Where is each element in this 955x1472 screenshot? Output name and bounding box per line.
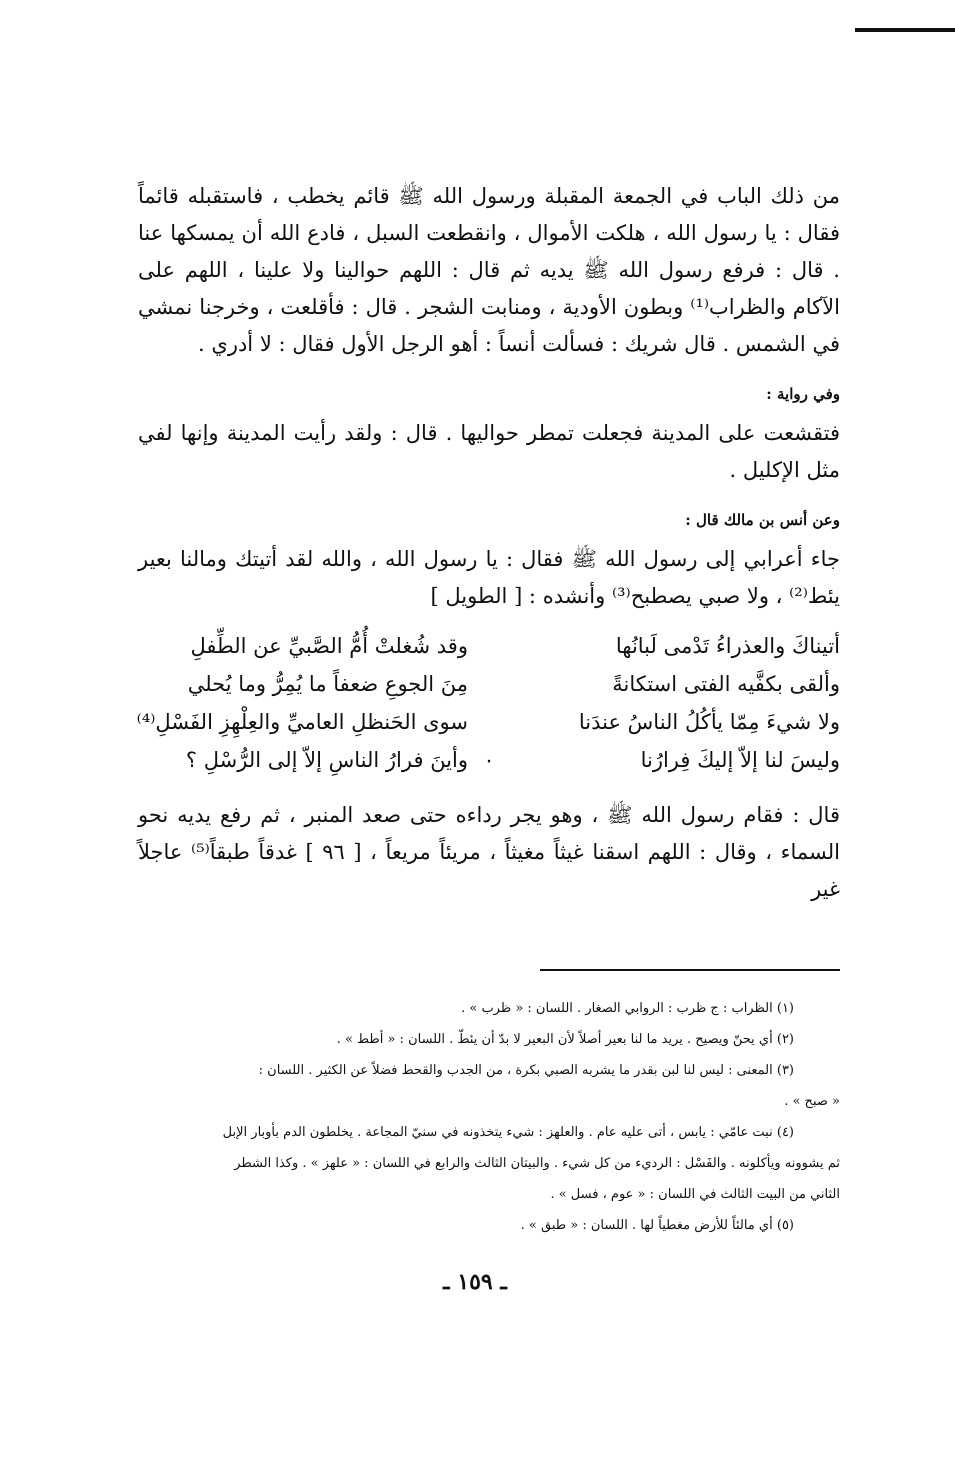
footnote-3: (٣) المعنى : ليس لنا لبن بقدر ما يشربه الصبي بكرة ، من الجدب والقحط فضلاً عن الكثير . اللسان :: [258, 1063, 794, 1078]
footnote-divider: [540, 969, 840, 971]
verse-first-hemistich: وليسَ لنا إلاّ إليكَ فِرارُنا: [640, 748, 840, 772]
paragraph-3: [138, 541, 840, 615]
footnote-5: (٥) أي مالئاً للأرض مغطياً لها . اللسان : « طبق » .: [520, 1218, 794, 1233]
verse-second-hemistich: وأينَ فرارُ الناسِ إلاّ إلى الرُّسْلِ ؟: [185, 748, 468, 772]
footnote-4-continued: الثاني من البيت الثالث في اللسان : « عوم ، فسل » .: [550, 1187, 840, 1202]
paragraph-3-text: جاء أعرابي إلى رسول الله ﷺ فقال : يا رسول الله ، والله لقد أتيتك ومالنا بعير يئط⁽²⁾ ، ولا صبي يصطبح⁽³⁾ وأنشده : [ الطويل ]: [138, 547, 840, 608]
paragraph-2-text: فتقشعت على المدينة فجعلت تمطر حواليها . قال : ولقد رأيت المدينة وإنها لفي مثل الإكليل .: [138, 421, 840, 482]
verse-separator: [476, 627, 502, 665]
footnote-2: (٢) أي يحنّ ويصيح . يريد ما لنا بعير أصلاً لأن البعير لا بدّ أن يئطّ . اللسان : « أطط » .: [336, 1032, 794, 1047]
verse-first-hemistich: أتيناكَ والعذراءُ تَدْمى لَبانُها: [615, 634, 840, 658]
verse-separator: ٠: [483, 748, 495, 772]
verse-first-hemistich: ولا شيءَ مِمّا يأكُلُ الناسُ عندَنا: [578, 710, 840, 734]
verse-first-hemistich: وألقى بكفَّيه الفتى استكانةً: [612, 672, 840, 696]
poem-verse: [138, 627, 840, 665]
corner-rule: [855, 28, 955, 32]
poem-verse: [138, 665, 840, 703]
poem-verse: [138, 741, 840, 779]
page-number: ـ ١٥٩ ـ: [443, 1269, 507, 1295]
footnotes: [138, 993, 840, 1241]
verse-second-hemistich: سوى الحَنظلِ العاميِّ والعِلْهِزِ الفَسْلِ⁽⁴⁾: [136, 710, 468, 734]
verse-separator: [476, 665, 502, 703]
footnote-1: (١) الظراب : ج ظرب : الروابي الصغار . اللسان : « ظرب » .: [461, 1001, 794, 1016]
paragraph-2: [138, 415, 840, 489]
paragraph-4-text: قال : فقام رسول الله ﷺ ، وهو يجر رداءه حتى صعد المنبر ، ثم رفع يديه نحو السماء ، وقال : اللهم اسقنا غيثاً مغيثاً ، مريئاً مريعاً ، [ ٩٦ ] غدقاً طبقاً⁽⁵⁾ عاجلاً غير: [138, 803, 840, 901]
poem: [138, 627, 840, 779]
paragraph-1-text: من ذلك الباب في الجمعة المقبلة ورسول الله ﷺ قائم يخطب ، فاستقبله قائماً فقال : يا رسول الله ، هلكت الأموال ، وانقطعت السبل ، فادع الله أن يمسكها عنا . قال : فرفع رسول الله ﷺ يديه ثم قال : اللهم حوالينا ولا علينا ، اللهم على الآكام والظراب⁽¹⁾ وبطون الأودية ، ومنابت الشجر . قال : فأقلعت ، وخرجنا نمشي في الشمس . قال شريك : فسألت أنساً : أهو الرجل الأول فقال : لا أدري .: [138, 184, 840, 356]
poem-verse: [138, 703, 840, 741]
footnote-4: (٤) نبت عامّي : يابس ، أتى عليه عام . والعلهز : شيء يتخذونه في سنيّ المجاعة . يخلطون الدم بأوبار الإبل: [222, 1125, 794, 1140]
paragraph-4: [138, 797, 840, 908]
verse-second-hemistich: مِنَ الجوعِ ضعفاً ما يُمِرُّ وما يُحلي: [187, 672, 468, 696]
verse-second-hemistich: وقد شُغلتْ أُمُّ الصَّبيِّ عن الطِّفلِ: [190, 634, 468, 658]
footnote-3-continued: « صبح » .: [784, 1094, 840, 1109]
footnote-4-continued: ثم يشوونه ويأكلونه . والفَسْل : الرديء من كل شيء . والبيتان الثالث والرابع في اللسان : « علهز » . وكذا الشطر: [234, 1156, 840, 1171]
heading-riwaya: وفي رواية :: [766, 385, 840, 403]
verse-separator: [476, 703, 502, 741]
paragraph-1: [138, 178, 840, 363]
page-body: [138, 178, 840, 908]
heading-anas: وعن أنس بن مالك قال :: [685, 511, 840, 529]
